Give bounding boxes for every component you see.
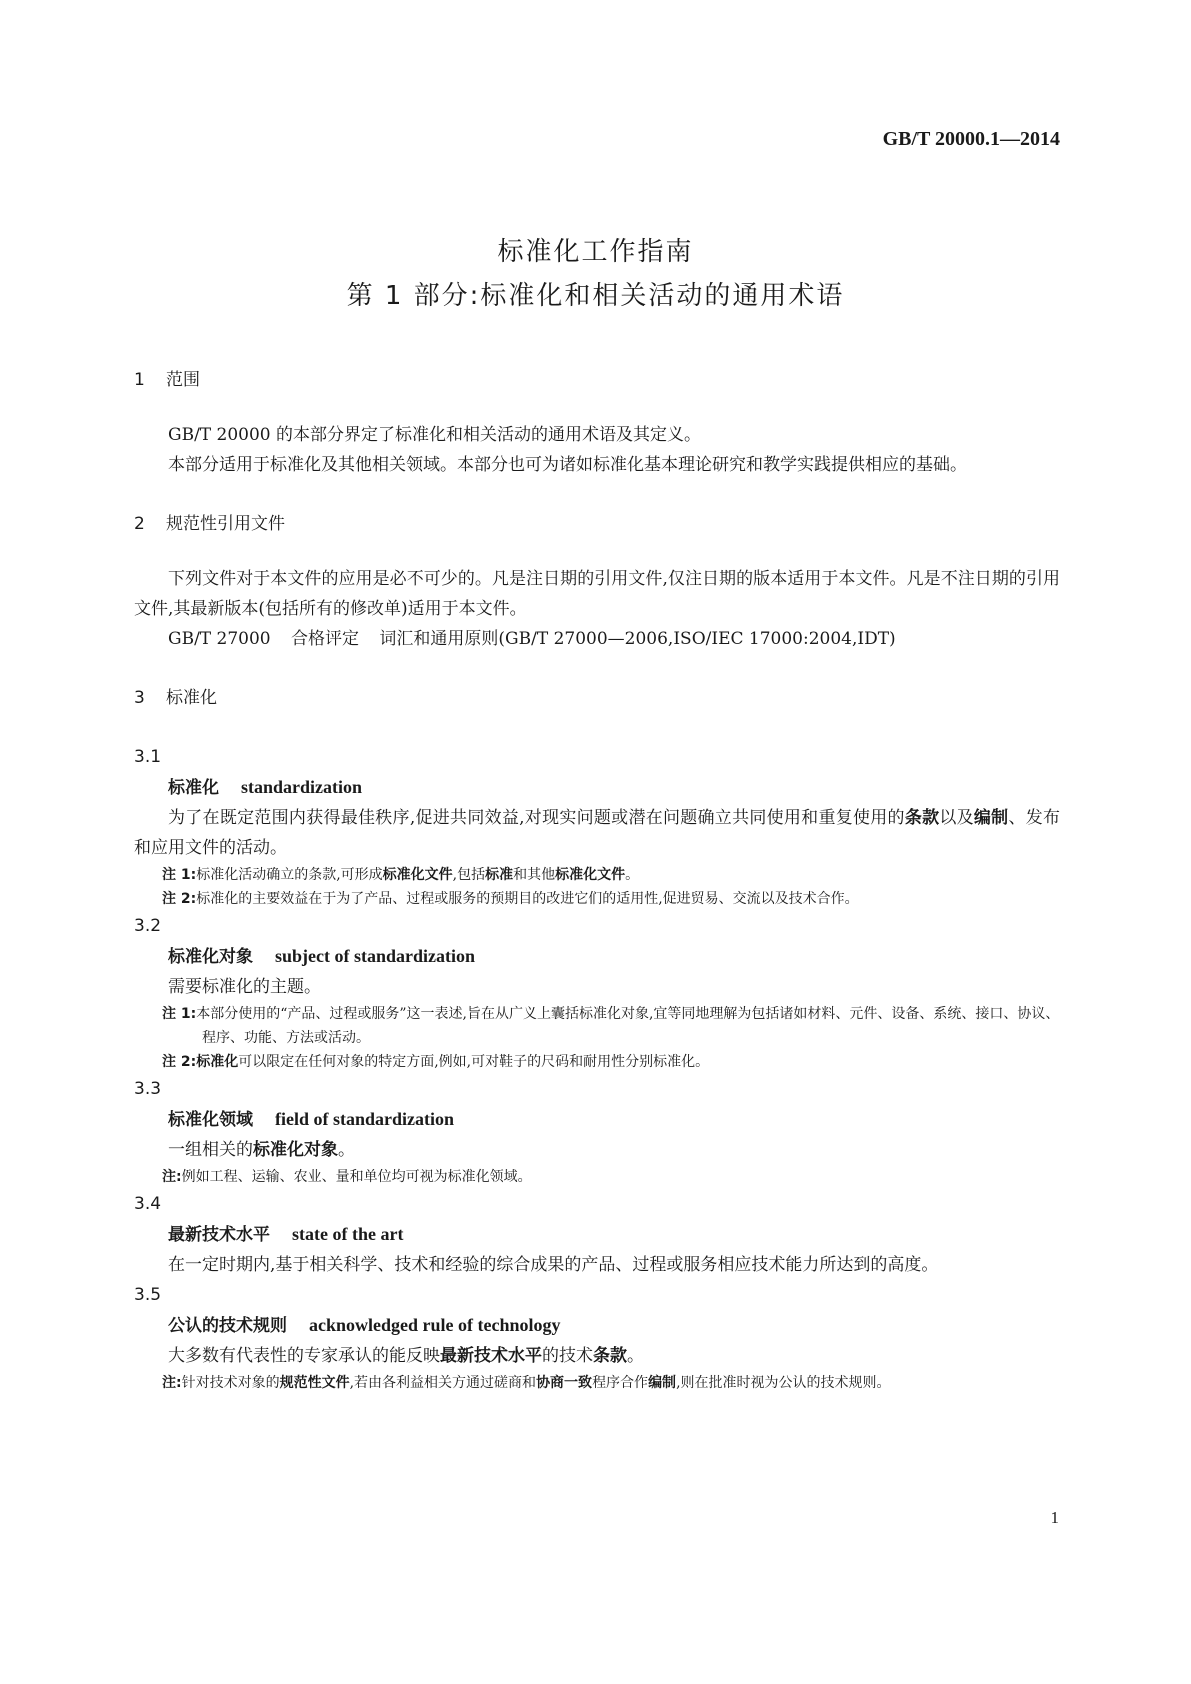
term-3-3-heading bbox=[134, 1104, 1060, 1135]
term-3-1-heading bbox=[134, 772, 1060, 803]
section-2-heading bbox=[134, 510, 1060, 538]
term-3-5-number: 3.5 bbox=[134, 1285, 162, 1305]
reference-title-1: 合格评定 bbox=[291, 629, 360, 649]
section-title: 标准化 bbox=[166, 688, 217, 708]
standard-number: GB/T 20000.1—2014 bbox=[882, 128, 1060, 150]
term-en: state of the art bbox=[292, 1224, 404, 1244]
term-3-4-heading bbox=[134, 1219, 1060, 1250]
term-3-1-note-1: 注 1:标准化活动确立的条款,可形成标准化文件,包括标准和其他标准化文件。 bbox=[162, 867, 640, 883]
term-zh: 最新技术水平 bbox=[168, 1225, 270, 1245]
term-en: field of standardization bbox=[275, 1109, 455, 1129]
term-zh: 公认的技术规则 bbox=[168, 1316, 287, 1336]
term-3-2-definition: 需要标准化的主题。 bbox=[168, 977, 321, 997]
term-3-2-note-2: 注 2:标准化可以限定在任何对象的特定方面,例如,可对鞋子的尺码和耐用性分别标准化。 bbox=[162, 1054, 710, 1070]
term-3-5-definition: 大多数有代表性的专家承认的能反映最新技术水平的技术条款。 bbox=[168, 1346, 644, 1366]
section-1-paragraph-1: GB/T 20000 的本部分界定了标准化和相关活动的通用术语及其定义。 bbox=[168, 425, 702, 445]
term-3-5-note: 注:针对技术对象的规范性文件,若由各利益相关方通过磋商和协商一致程序合作编制,则在批准时视为公认的技术规则。 bbox=[162, 1375, 891, 1391]
page-number: 1 bbox=[1050, 1508, 1059, 1527]
section-number: 3 bbox=[134, 688, 145, 708]
term-en: subject of standardization bbox=[275, 946, 476, 966]
term-en: acknowledged rule of technology bbox=[309, 1315, 561, 1335]
title-line-1: 标准化工作指南 bbox=[497, 237, 694, 267]
term-zh: 标准化 bbox=[168, 778, 219, 798]
document-body bbox=[134, 366, 1060, 1395]
section-number: 1 bbox=[134, 370, 145, 390]
term-zh: 标准化对象 bbox=[168, 947, 253, 967]
reference-title-2: 词汇和通用原则(GB/T 27000—2006,ISO/IEC 17000:2004,IDT) bbox=[379, 629, 896, 649]
section-title: 范围 bbox=[166, 370, 200, 390]
term-3-5-heading bbox=[134, 1310, 1060, 1341]
term-zh: 标准化领域 bbox=[168, 1110, 253, 1130]
term-3-4-definition: 在一定时期内,基于相关科学、技术和经验的综合成果的产品、过程或服务相应技术能力所达到的高度。 bbox=[168, 1255, 939, 1275]
term-3-1-definition: 为了在既定范围内获得最佳秩序,促进共同效益,对现实问题或潜在问题确立共同使用和重复使用的条款以及编制、发布和应用文件的活动。 bbox=[134, 808, 1060, 858]
term-en: standardization bbox=[241, 777, 363, 797]
reference-code: GB/T 27000 bbox=[168, 629, 271, 649]
section-2-paragraph-1: 下列文件对于本文件的应用是必不可少的。凡是注日期的引用文件,仅注日期的版本适用于本文件。凡是不注日期的引用文件,其最新版本(包括所有的修改单)适用于本文件。 bbox=[134, 569, 1060, 619]
term-3-2-heading bbox=[134, 941, 1060, 972]
normative-reference bbox=[134, 624, 1060, 654]
section-1-heading bbox=[134, 366, 1060, 394]
term-3-2-number: 3.2 bbox=[134, 916, 162, 936]
title-line-2: 第 1 部分:标准化和相关活动的通用术语 bbox=[346, 281, 845, 311]
term-3-3-number: 3.3 bbox=[134, 1079, 162, 1099]
term-3-1-note-2: 注 2:标准化的主要效益在于为了产品、过程或服务的预期目的改进它们的适用性,促进贸易、交流以及技术合作。 bbox=[162, 891, 859, 907]
term-3-3-note: 注:例如工程、运输、农业、量和单位均可视为标准化领域。 bbox=[162, 1169, 532, 1185]
section-1-paragraph-2: 本部分适用于标准化及其他相关领域。本部分也可为诸如标准化基本理论研究和教学实践提供相应的基础。 bbox=[168, 455, 967, 475]
document-title bbox=[0, 230, 1191, 318]
section-title: 规范性引用文件 bbox=[166, 514, 285, 534]
term-3-1-number: 3.1 bbox=[134, 747, 162, 767]
section-number: 2 bbox=[134, 514, 145, 534]
term-3-4-number: 3.4 bbox=[134, 1194, 162, 1214]
term-3-3-definition: 一组相关的标准化对象。 bbox=[168, 1140, 355, 1160]
term-3-2-note-1: 注 1:本部分使用的“产品、过程或服务”这一表述,旨在从广义上囊括标准化对象,宜等同地理解为包括诸如材料、元件、设备、系统、接口、协议、程序、功能、方法或活动。 bbox=[162, 1006, 1060, 1046]
section-3-heading bbox=[134, 684, 1060, 712]
